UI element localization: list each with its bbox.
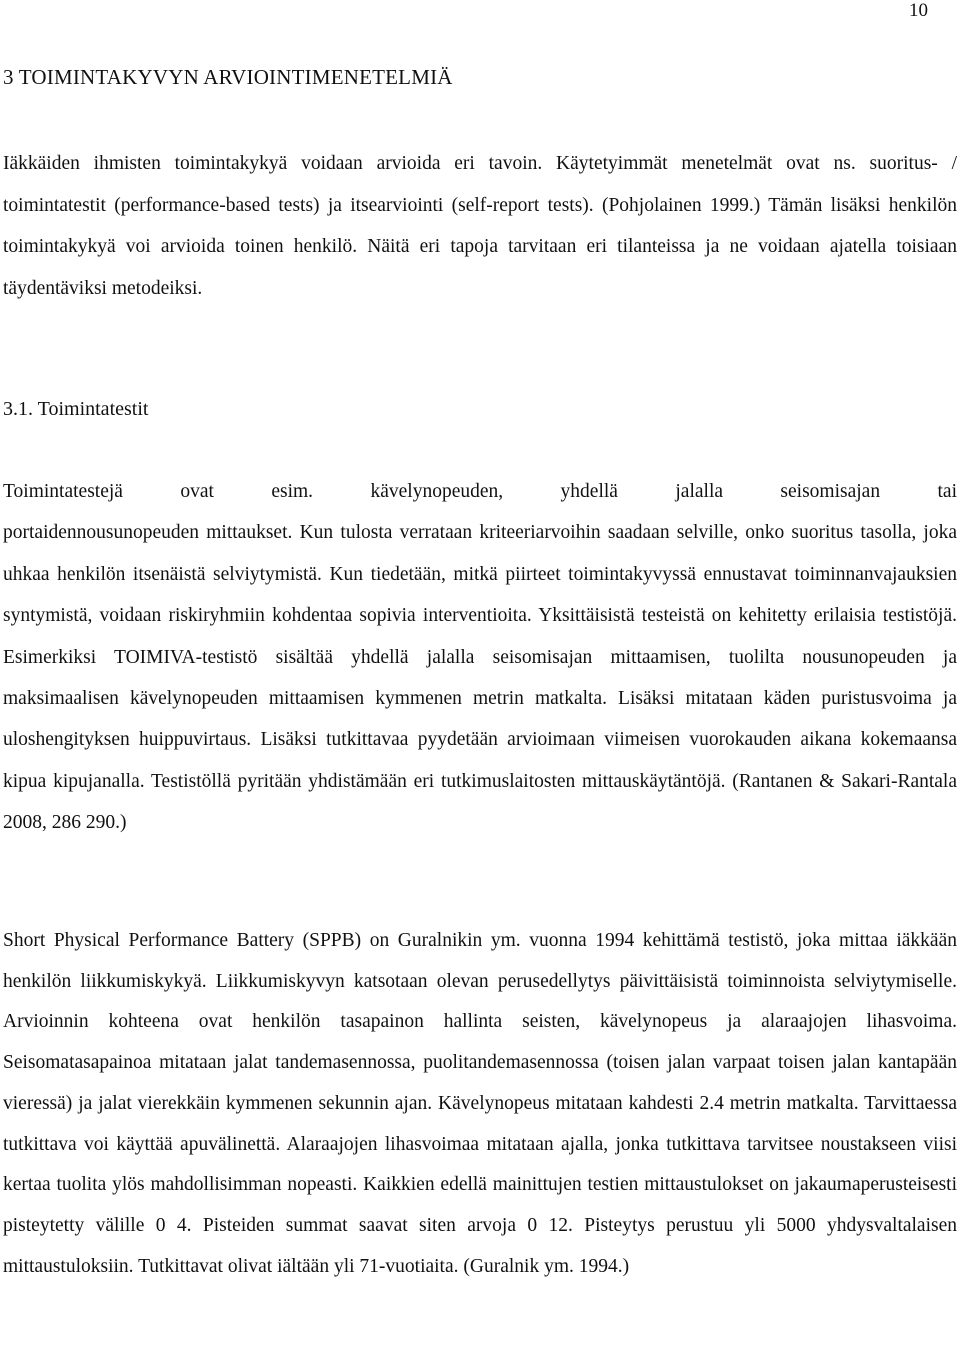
chapter-title: 3 TOIMINTAKYVYN ARVIOINTIMENETELMIÄ: [3, 65, 453, 89]
tests-paragraph-body: portaidennousunopeuden mittaukset. Kun tulosta verrataan kriteeriarvoihin saadaan selville, onko suoritus tasolla, joka uhkaa henkilön itsenäistä selviytymistä. Kun tiedetään, mitkä piirteet toimintakyvyssä ennustavat toiminnanvajauksien syntymistä, voidaan riskiryhmiin kohdentaa sopivia interventioita. Yksittäisistä testeistä on kehitetty erilaisia testistöjä. Esimerkiksi TOIMIVA-testistö sisältää yhdellä jalalla seisomisajan mittaamisen, tuolilta nousunopeuden ja maksimaalisen kävelynopeuden mittaamisen kymmenen metrin matkalta. Lisäksi mitataan käden puristusvoima ja uloshengityksen huippuvirtaus. Lisäksi tutkittavaa pyydetään arvioimaan viimeisen vuorokauden aikana kokemaansa kipua kipujanalla. Testistöllä pyritään yhdistämään eri tutkimuslaitosten mittauskäytäntöjä. (Rantanen & Sakari-Rantala 2008, 286 290.): [3, 522, 957, 834]
tests-paragraph-first-line: Toimintatestejä ovat esim. kävelynopeuden, yhdellä jalalla seisomisajan tai: [3, 481, 957, 502]
first-line-spacer: [3, 471, 957, 512]
page-number: 10: [909, 0, 928, 21]
sppb-paragraph: Short Physical Performance Battery (SPPB) on Guralnikin ym. vuonna 1994 kehittämä testistö, joka mittaa iäkkään henkilön liikkumiskykyä. Liikkumiskyvyn katsotaan olevan perusedellytys päivittäisistä toiminnoista selviytymiselle. Arvioinnin kohteena ovat henkilön tasapainon hallinta seisten, kävelynopeus ja alaraajojen lihasvoima. Seisomatasapainoa mitataan jalat tandemasennossa, puolitandemasennossa (toisen jalan varpaat toisen jalan kantapään vieressä) ja jalat vierekkäin kymmenen sekunnin ajan. Kävelynopeus mitataan kahdesti 2.4 metrin matkalta. Tarvittaessa tutkittava voi käyttää apuvälinettä. Alaraajojen lihasvoimaa mitataan ajalla, jonka tutkittava tarvitsee noustakseen viisi kertaa tuolita ylös mahdollisimman nopeasti. Kaikkien edellä mainittujen testien mittaustulokset on jakaumaperusteisesti pisteytetty välille 0 4. Pisteiden summat saavat siten arvoja 0 12. Pisteytys perustuu yli 5000 yhdysvaltalaisen mittaustuloksiin. Tutkittavat olivat iältään yli 71-vuotiaita. (Guralnik ym. 1994.): [3, 930, 957, 1277]
intro-paragraph: Iäkkäiden ihmisten toimintakykyä voidaan arvioida eri tavoin. Käytetyimmät menetelmät ovat ns. suoritus- / toimintatestit (performance-based tests) ja itsearviointi (self-report tests). (Pohjolainen 1999.) Tämän lisäksi henkilön toimintakykyä voi arvioida toinen henkilö. Näitä eri tapoja tarvitaan eri tilanteissa ja ne voidaan ajatella toisiaan täydentäviksi metodeiksi.: [3, 153, 957, 299]
section-title: 3.1. Toimintatestit: [3, 398, 149, 420]
tests-paragraph: [3, 471, 957, 844]
